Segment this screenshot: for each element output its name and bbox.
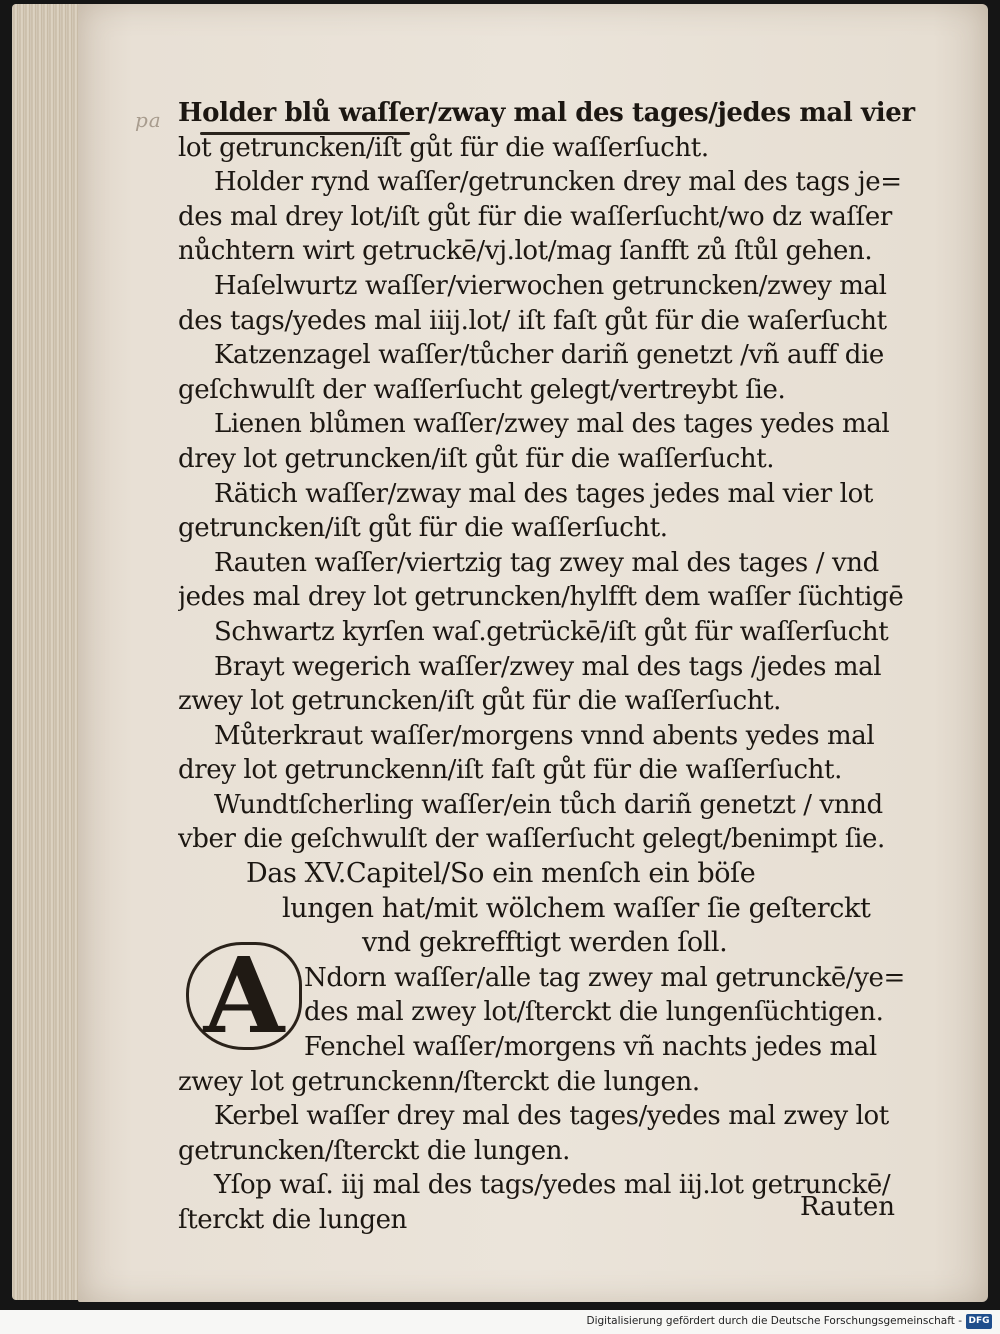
text-line: drey lot getruncken/iſt gůt für die waſſerſucht.	[178, 443, 775, 474]
text-line: des mal drey lot/iſt gůt für die waſſerſucht/wo dz waſſer	[178, 201, 892, 232]
text-line: Rauten waſſer/viertzig tag zwey mal des tages / vnd	[214, 547, 879, 578]
text-line: geſchwulſt der waſſerſucht gelegt/vertreybt ſie.	[178, 374, 786, 405]
text-line: Fenchel waſſer/morgens vñ nachts jedes mal	[304, 1032, 877, 1063]
text-line: des tags/yedes mal iiij.lot/ iſt faſt gůt für die waſerſucht	[178, 305, 887, 336]
text-line: zwey lot getrunckenn/ſterckt die lungen.	[178, 1066, 700, 1097]
dfg-logo-icon: DFG	[966, 1314, 992, 1329]
text-line: Rätich waſſer/zway mal des tages jedes mal vier lot	[214, 478, 873, 509]
text-line: Yſop waſ. iij mal des tags/yedes mal iij.lot getrunckē/	[214, 1170, 891, 1201]
text-line: Můterkraut waſſer/morgens vnnd abents yedes mal	[214, 720, 875, 751]
text-line: Schwartz kyrſen waſ.getrückē/iſt gůt für waſſerſucht	[214, 616, 889, 647]
text-line: Katzenzagel waſſer/tůcher dariñ genetzt /vñ auff die	[214, 340, 884, 371]
book-page-edges	[12, 4, 82, 1300]
text-line: Wundtſcherling waſſer/ein tůch dariñ genetzt / vnnd	[214, 789, 883, 820]
text-line: des mal zwey lot/ſterckt die lungenſüchtigen.	[304, 997, 884, 1028]
funding-credit: Digitalisierung gefördert durch die Deutsche Forschungsgemeinschaft -	[586, 1315, 962, 1327]
chapter-heading-line: vnd gekrefftigt werden ſoll.	[362, 927, 728, 959]
chapter-heading-line: lungen hat/mit wölchem waſſer ſie geſterckt	[282, 892, 871, 924]
text-line: lot getruncken/iſt gůt für die waſſerſucht.	[178, 132, 709, 163]
text-line: ſterckt die lungen	[178, 1205, 407, 1235]
text-line: jedes mal drey lot getruncken/hylfft dem waſſer ſüchtigē	[178, 582, 904, 613]
text-line: Holder blů waſſer/zway mal des tages/jedes mal vier	[178, 98, 915, 128]
decorated-initial: A	[203, 934, 285, 1057]
text-line: nůchtern wirt getruckē/vj.lot/mag ſanfft zů ſtůl gehen.	[178, 236, 873, 267]
text-line: zwey lot getruncken/iſt gůt für die waſſerſucht.	[178, 686, 782, 717]
text-line: getruncken/iſt gůt für die waſſerſucht.	[178, 513, 668, 544]
text-line: drey lot getrunckenn/iſt faſt gůt für die waſſerſucht.	[178, 755, 842, 786]
footer-bar	[0, 1310, 1000, 1334]
text-line: Kerbel waſſer drey mal des tages/yedes mal zwey lot	[214, 1101, 889, 1132]
text-line: vber die geſchwulſt der waſſerſucht gelegt/benimpt ſie.	[178, 824, 885, 855]
text-line: Lienen blůmen waſſer/zwey mal des tages yedes mal	[214, 409, 890, 440]
chapter-heading: Das XV.Capitel/So ein menſch ein böſe	[246, 858, 756, 890]
catchword: Rauten	[800, 1192, 895, 1222]
text-line: Holder rynd waſſer/getruncken drey mal des tags je=	[214, 167, 902, 198]
text-line: Haſelwurtz waſſer/vierwochen getruncken/zwey mal	[214, 270, 887, 301]
page-text	[178, 96, 918, 1238]
text-line: Brayt wegerich waſſer/zwey mal des tags /jedes mal	[214, 651, 882, 682]
margin-note: pa	[135, 108, 162, 132]
text-line: getruncken/ſterckt die lungen.	[178, 1135, 570, 1166]
text-line: Ndorn waſſer/alle tag zwey mal getrunckē/ye=	[304, 962, 905, 993]
